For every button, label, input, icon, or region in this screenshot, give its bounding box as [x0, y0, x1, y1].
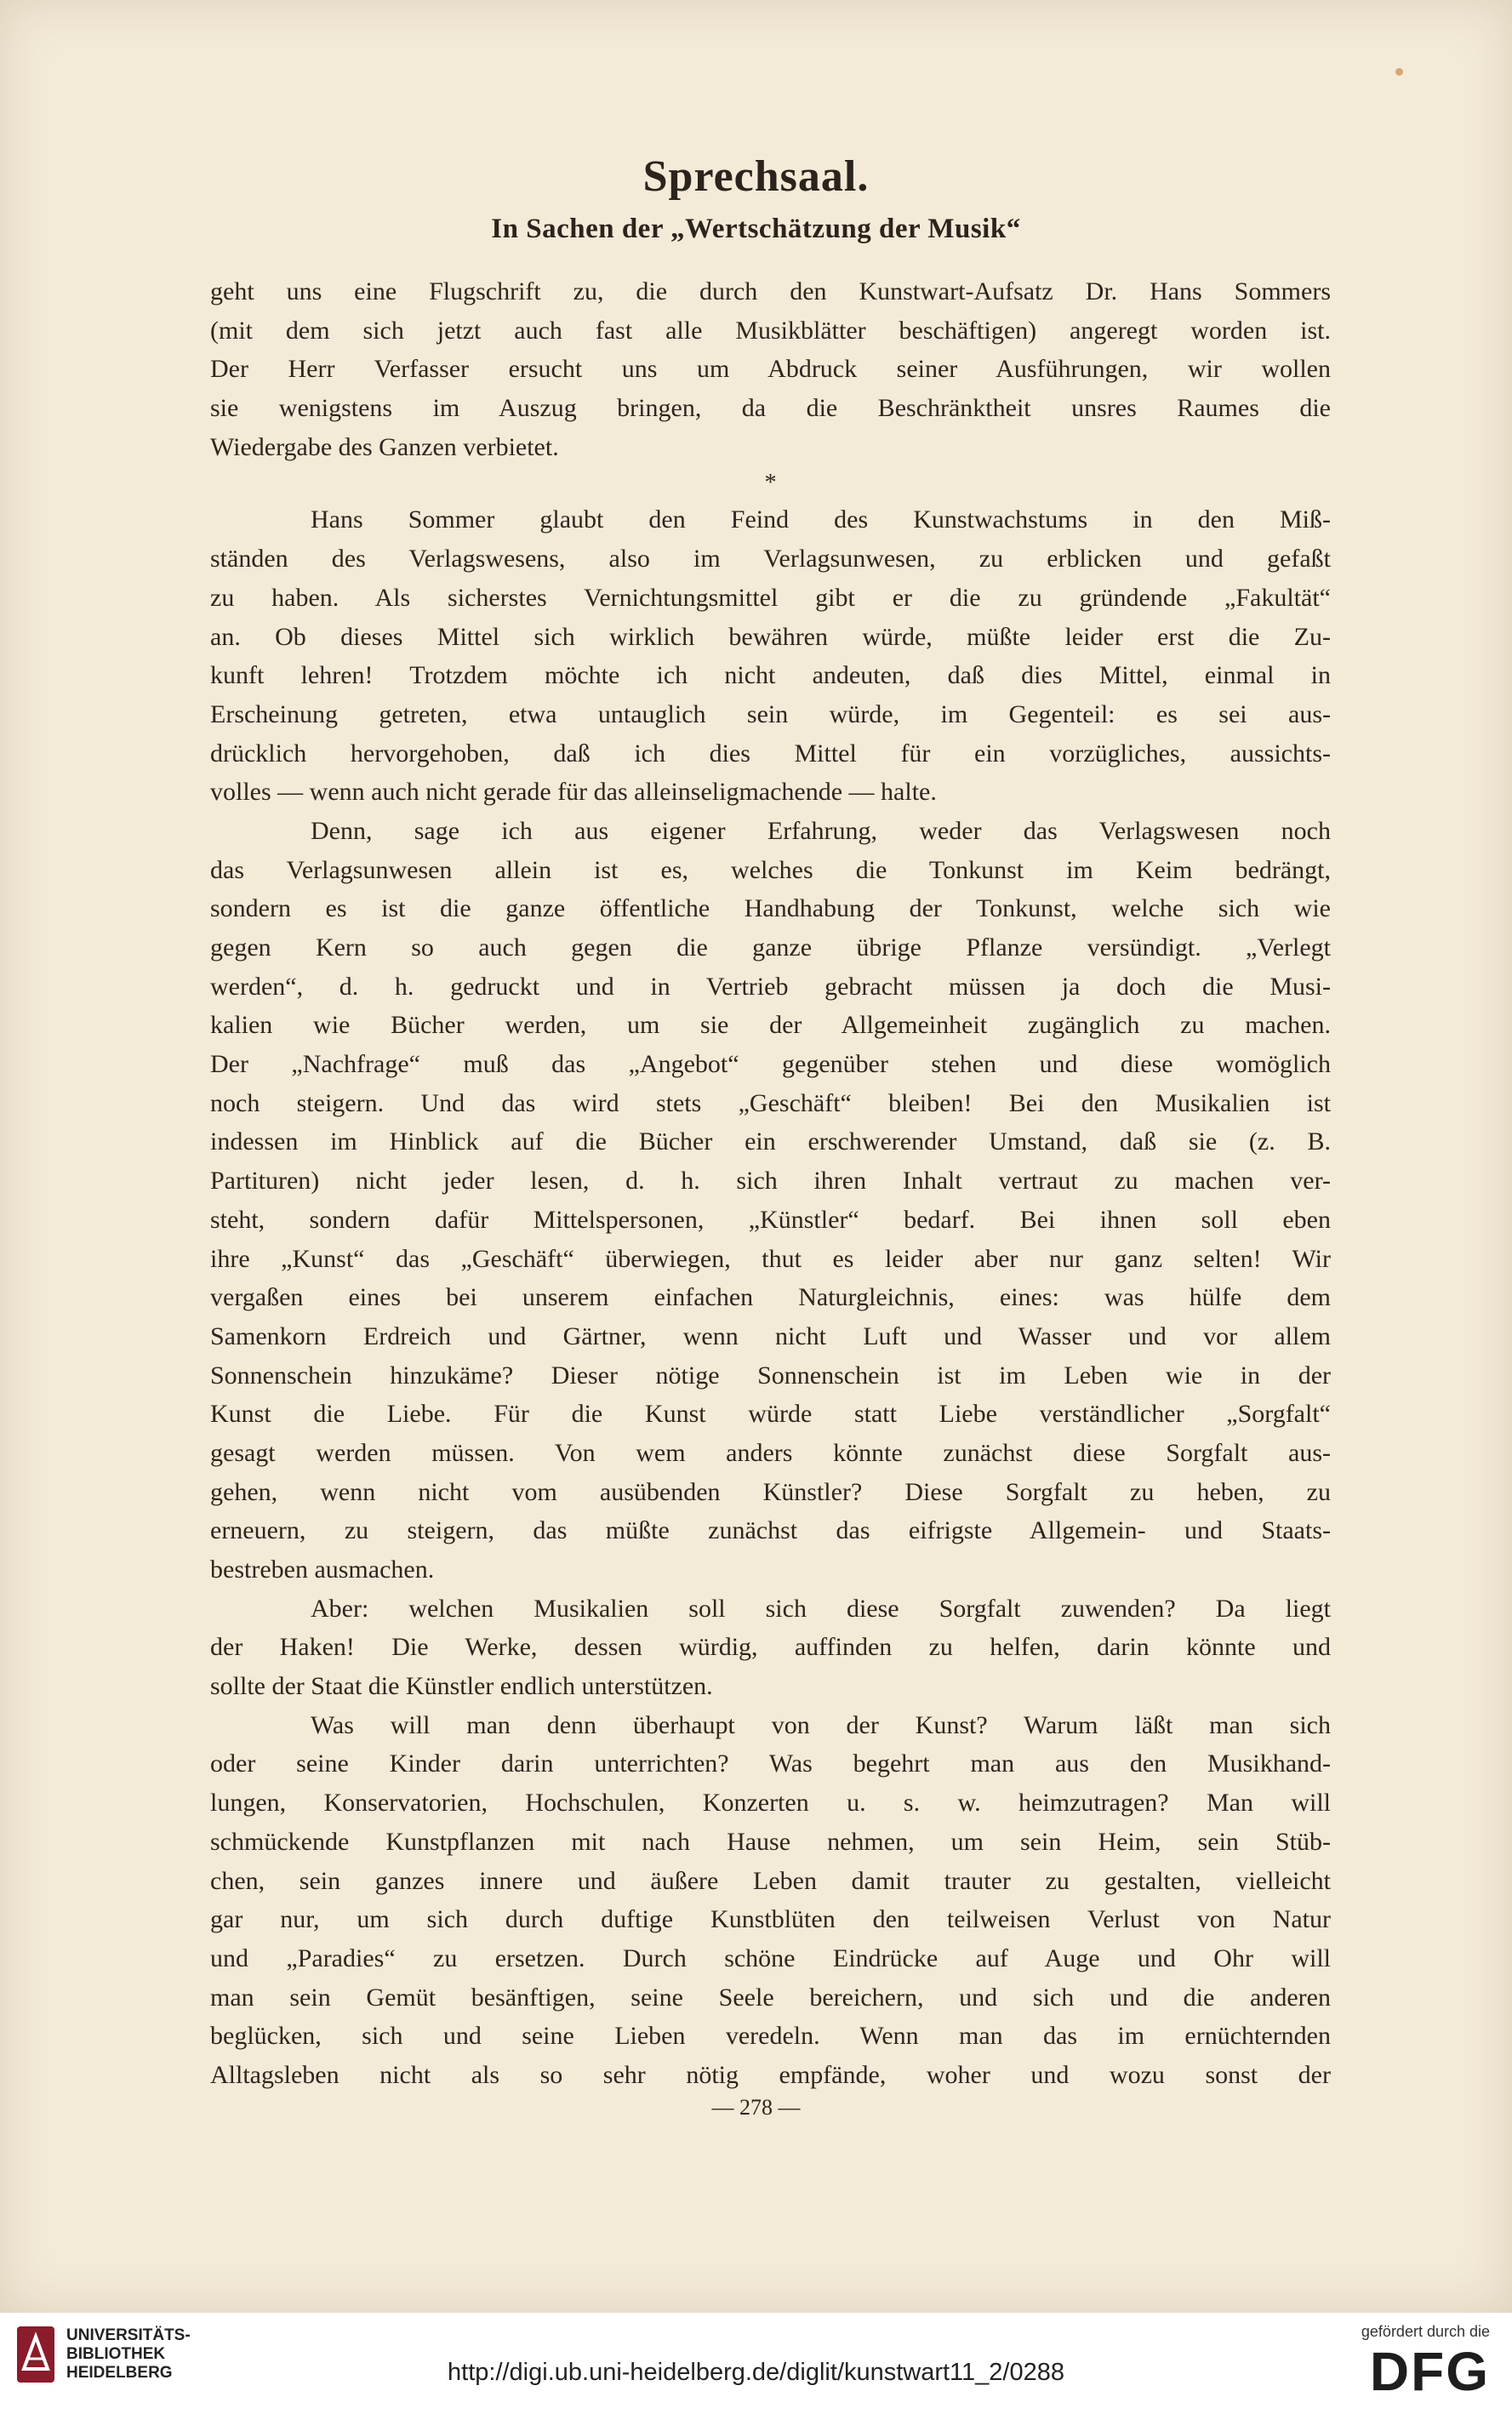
- text-line: Kunst die Liebe. Für die Kunst würde statt Liebe verständlicher „Sorgfalt“: [210, 1400, 1331, 1429]
- page-header: [0, 151, 1512, 245]
- text-line: drücklich hervorgehoben, daß ich dies Mittel für ein vorzügliches, aussichts-: [210, 739, 1331, 768]
- text-line: schmückende Kunstpflanzen mit nach Hause nehmen, um sein Heim, sein Stüb-: [210, 1827, 1331, 1856]
- text-line: Sonnenschein hinzukäme? Dieser nötige Sonnenschein ist im Leben wie in der: [210, 1361, 1331, 1390]
- text-line: lungen, Konservatorien, Hochschulen, Konzerten u. s. w. heimzutragen? Man will: [210, 1789, 1331, 1818]
- article-heading: In Sachen der „Wertschätzung der Musik“: [491, 214, 1021, 244]
- text-line: sollte der Staat die Künstler endlich unterstützen.: [210, 1672, 713, 1701]
- text-line: und „Paradies“ zu ersetzen. Durch schöne Eindrücke auf Auge und Ohr will: [210, 1943, 1331, 1972]
- viewer-footer: [0, 2313, 1512, 2420]
- text-line: volles — wenn auch nicht gerade für das alleinseligmachende — halte.: [210, 778, 937, 807]
- text-line: der Haken! Die Werke, dessen würdig, auffinden zu helfen, darin könnte und: [210, 1633, 1331, 1662]
- text-line: sondern es ist die ganze öffentliche Handhabung der Tonkunst, welche sich wie: [210, 894, 1331, 923]
- text-line: Was will man denn überhaupt von der Kunst? Warum läßt man sich: [311, 1710, 1331, 1739]
- text-line: das Verlagsunwesen allein ist es, welches die Tonkunst im Keim bedrängt,: [210, 855, 1331, 884]
- text-line: erneuern, zu steigern, das müßte zunächst das eifrigste Allgemein- und Staats-: [210, 1516, 1331, 1545]
- text-line: Denn, sage ich aus eigener Erfahrung, weder das Verlagswesen noch: [311, 816, 1331, 845]
- text-line: kalien wie Bücher werden, um sie der Allgemeinheit zugänglich zu machen.: [210, 1011, 1331, 1040]
- dfg-logo: DFG: [1369, 2341, 1490, 2402]
- text-line: an. Ob dieses Mittel sich wirklich bewähren würde, müßte leider erst die Zu-: [210, 622, 1331, 651]
- text-line: kunft lehren! Trotzdem möchte ich nicht andeuten, daß dies Mittel, einmal in: [210, 661, 1331, 690]
- text-line: Aber: welchen Musikalien soll sich diese Sorgfalt zuwenden? Da liegt: [311, 1594, 1331, 1623]
- permalink-url[interactable]: http://digi.ub.uni-heidelberg.de/diglit/kunstwart11_2/0288: [448, 2359, 1064, 2386]
- text-line: geht uns eine Flugschrift zu, die durch den Kunstwart-Aufsatz Dr. Hans Sommers: [210, 277, 1331, 305]
- text-line: gehen, wenn nicht vom ausübenden Künstler? Diese Sorgfalt zu heben, zu: [210, 1477, 1331, 1506]
- text-line: gar nur, um sich durch duftige Kunstblüten den teilweisen Verlust von Natur: [210, 1905, 1331, 1934]
- text-line: chen, sein ganzes innere und äußere Leben damit trauter zu gestalten, vielleicht: [210, 1866, 1331, 1895]
- funder-caption: gefördert durch die: [1361, 2323, 1490, 2340]
- text-line: gesagt werden müssen. Von wem anders könnte zunächst diese Sorgfalt aus-: [210, 1438, 1331, 1467]
- paper-stain: [1395, 68, 1403, 76]
- text-line: sie wenigstens im Auszug bringen, da die Beschränktheit unsres Raumes die: [210, 394, 1331, 423]
- funder-logo-block[interactable]: [1361, 2323, 1490, 2402]
- text-line: Samenkorn Erdreich und Gärtner, wenn nicht Luft und Wasser und vor allem: [210, 1321, 1331, 1350]
- text-line: Der Herr Verfasser ersucht uns um Abdruck seiner Ausführungen, wir wollen: [210, 355, 1331, 384]
- text-line: Alltagsleben nicht als so sehr nötig empfände, woher und wozu sonst der: [210, 2060, 1331, 2089]
- text-line: Hans Sommer glaubt den Feind des Kunstwachstums in den Miß-: [311, 505, 1331, 534]
- institution-line: BIBLIOTHEK: [66, 2345, 166, 2363]
- text-line: vergaßen eines bei unserem einfachen Naturgleichnis, eines: was hülfe dem: [210, 1283, 1331, 1312]
- text-line: noch steigern. Und das wird stets „Geschäft“ bleiben! Bei den Musikalien ist: [210, 1088, 1331, 1117]
- text-line: zu haben. Als sicherstes Vernichtungsmittel gibt er die zu gründende „Fakultät“: [210, 583, 1331, 612]
- section-separator: *: [764, 470, 777, 497]
- text-line: Wiedergabe des Ganzen verbietet.: [210, 432, 559, 461]
- text-line: steht, sondern dafür Mittelspersonen, „Künstler“ bedarf. Bei ihnen soll eben: [210, 1205, 1331, 1234]
- section-title: Sprechsaal.: [642, 152, 870, 201]
- text-line: Der „Nachfrage“ muß das „Angebot“ gegenüber stehen und diese womöglich: [210, 1050, 1331, 1079]
- text-line: oder seine Kinder darin unterrichten? Was begehrt man aus den Musikhand-: [210, 1749, 1331, 1778]
- body-text: [210, 272, 1331, 2095]
- text-line: werden“, d. h. gedruckt und in Vertrieb gebracht müssen ja doch die Musi-: [210, 972, 1331, 1001]
- text-line: gegen Kern so auch gegen die ganze übrige Pflanze versündigt. „Verlegt: [210, 933, 1331, 962]
- text-line: bestreben ausmachen.: [210, 1555, 435, 1584]
- text-line: man sein Gemüt besänftigen, seine Seele bereichern, und sich und die anderen: [210, 1983, 1331, 2012]
- page-number: — 278 —: [711, 2095, 801, 2120]
- text-line: Partituren) nicht jeder lesen, d. h. sich ihren Inhalt vertraut zu machen ver-: [210, 1167, 1331, 1196]
- institution-line: UNIVERSITÄTS-: [66, 2326, 191, 2344]
- text-line: Erscheinung getreten, etwa untauglich sein würde, im Gegenteil: es sei aus-: [210, 699, 1331, 728]
- text-line: ihre „Kunst“ das „Geschäft“ überwiegen, thut es leider aber nur ganz selten! Wir: [210, 1244, 1331, 1273]
- text-line: (mit dem sich jetzt auch fast alle Musikblätter beschäftigen) angeregt worden ist.: [210, 316, 1331, 345]
- text-line: ständen des Verlagswesens, also im Verlagsunwesen, zu erblicken und gefaßt: [210, 545, 1331, 574]
- text-line: indessen im Hinblick auf die Bücher ein erschwerender Umstand, daß sie (z. B.: [210, 1127, 1331, 1156]
- institution-line: HEIDELBERG: [66, 2364, 173, 2382]
- text-line: beglücken, sich und seine Lieben veredeln. Wenn man das im ernüchternden: [210, 2022, 1331, 2051]
